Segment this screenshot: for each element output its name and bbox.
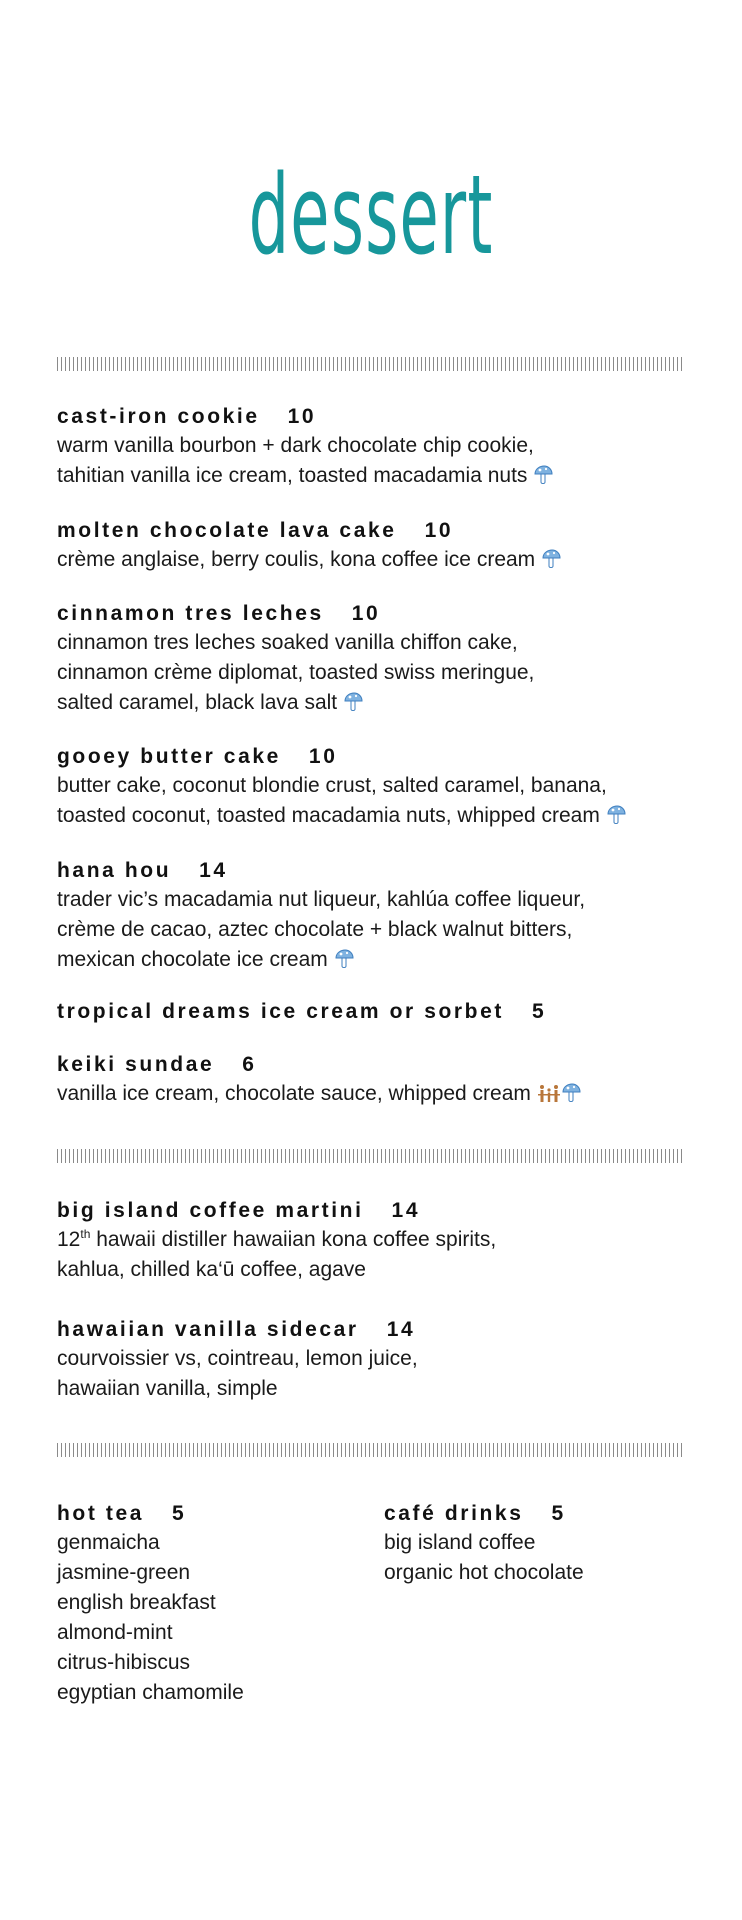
mushroom-icon [561, 1083, 581, 1103]
item-name: cast-iron cookie 10 [57, 405, 317, 428]
page-title: dessert [248, 151, 494, 279]
item-description: crème anglaise, berry coulis, kona coffee ice cream [57, 545, 697, 575]
list-item: genmaicha [57, 1531, 160, 1554]
hot-tea-section [57, 1500, 377, 1708]
menu-item-cast-iron-cookie [57, 403, 697, 491]
divider [57, 357, 684, 371]
mushroom-icon [541, 549, 561, 569]
menu-item-gooey-butter-cake [57, 743, 697, 831]
list-item: big island coffee [384, 1531, 536, 1554]
item-price: 10 [308, 745, 338, 768]
item-price: 5 [532, 1000, 547, 1023]
item-price: 14 [391, 1199, 421, 1222]
mushroom-icon [334, 949, 354, 969]
item-name: tropical dreams ice cream or sorbet 5 [57, 1000, 547, 1023]
list-item: almond-mint [57, 1621, 173, 1644]
item-description: cinnamon tres leches soaked vanilla chiffon cake, [57, 631, 518, 654]
item-description: warm vanilla bourbon + dark chocolate chip cookie, [57, 434, 534, 457]
item-price: 10 [351, 602, 381, 625]
menu-item-hawaiian-vanilla-sidecar [57, 1316, 697, 1404]
item-name: hawaiian vanilla sidecar 14 [57, 1318, 416, 1341]
item-description: butter cake, coconut blondie crust, salted caramel, banana, [57, 774, 607, 797]
menu-item-big-island-coffee-martini [57, 1197, 697, 1285]
item-price: 5 [551, 1502, 566, 1525]
item-price: 10 [287, 405, 317, 428]
item-description: crème de cacao, aztec chocolate + black walnut bitters, [57, 918, 573, 941]
item-name: molten chocolate lava cake 10 [57, 519, 454, 542]
item-description: vanilla ice cream, chocolate sauce, whipped cream [57, 1079, 697, 1109]
list-item: organic hot chocolate [384, 1561, 584, 1584]
item-description: mexican chocolate ice cream [57, 945, 697, 975]
item-description: hawaiian vanilla, simple [57, 1377, 278, 1400]
divider [57, 1443, 684, 1457]
item-description: trader vic’s macadamia nut liqueur, kahlúa coffee liqueur, [57, 888, 586, 911]
menu-item-hana-hou [57, 857, 697, 975]
item-name: café drinks 5 [384, 1502, 566, 1525]
cafe-drinks-section [384, 1500, 704, 1588]
list-item: egyptian chamomile [57, 1681, 244, 1704]
item-name: gooey butter cake 10 [57, 745, 338, 768]
item-description: kahlua, chilled ka‘ū coffee, agave [57, 1258, 366, 1281]
item-name: cinnamon tres leches 10 [57, 602, 381, 625]
list-item: jasmine-green [57, 1561, 191, 1584]
item-price: 10 [424, 519, 454, 542]
menu-item-keiki-sundae [57, 1051, 697, 1109]
item-name: big island coffee martini 14 [57, 1199, 421, 1222]
divider [57, 1149, 684, 1163]
item-description: 12th hawaii distiller hawaiian kona coffee spirits, [57, 1227, 497, 1251]
item-description: salted caramel, black lava salt [57, 688, 697, 718]
menu-item-molten-chocolate-lava-cake [57, 517, 697, 575]
item-name: hana hou 14 [57, 859, 228, 882]
family-icon [537, 1083, 561, 1103]
menu-item-tropical-dreams [57, 998, 697, 1026]
item-price: 14 [199, 859, 228, 882]
item-description: tahitian vanilla ice cream, toasted macadamia nuts [57, 461, 697, 491]
list-item: english breakfast [57, 1591, 216, 1614]
mushroom-icon [606, 805, 626, 825]
item-description: courvoissier vs, cointreau, lemon juice, [57, 1347, 418, 1370]
item-name: hot tea 5 [57, 1502, 187, 1525]
item-name: keiki sundae 6 [57, 1053, 257, 1076]
item-price: 5 [172, 1502, 187, 1525]
list-item: citrus-hibiscus [57, 1651, 191, 1674]
item-description: cinnamon crème diplomat, toasted swiss meringue, [57, 661, 535, 684]
item-price: 14 [386, 1318, 416, 1341]
mushroom-icon [343, 692, 363, 712]
menu-item-cinnamon-tres-leches [57, 600, 697, 718]
item-price: 6 [242, 1053, 257, 1076]
mushroom-icon [533, 465, 553, 485]
item-description: toasted coconut, toasted macadamia nuts, whipped cream [57, 801, 697, 831]
